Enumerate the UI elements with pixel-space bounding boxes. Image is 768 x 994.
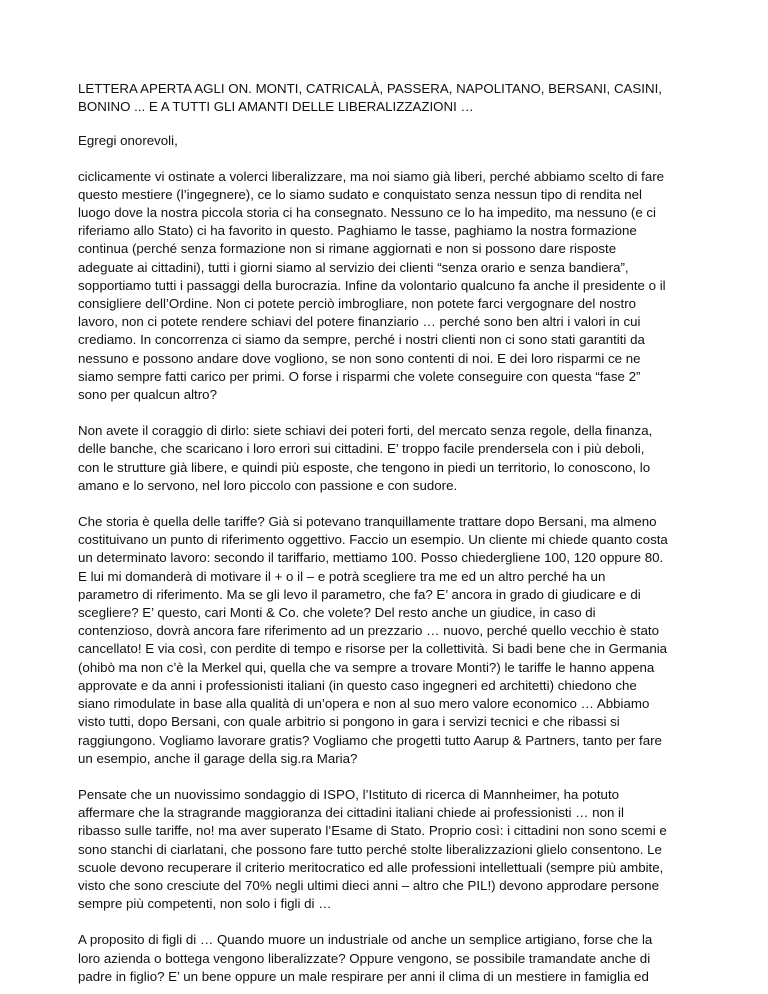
paragraph-2: Non avete il coraggio di dirlo: siete schiavi dei poteri forti, del mercato senza regole, della finanza, delle banche, che scaricano i loro errori sui cittadini. E’ troppo facile prendersela con i più deboli, con le strutture già libere, e quindi più esposte, che tengono in piedi un territorio, lo conoscono, lo amano e lo servono, nel loro piccolo con passione e con sudore.: [78, 423, 653, 493]
paragraph-1: ciclicamente vi ostinate a volerci liberalizzare, ma noi siamo già liberi, perché abbiamo scelto di fare questo mestiere (l’ingegnere), ce lo siamo sudato e conquistato senza nessun tipo di rendita nel luogo dove la nostra piccola storia ci ha consegnato. Nessuno ce lo ha impedito, ma nessuno (e ci riferiamo allo Stato) ci ha favorito in questo. Paghiamo le tasse, paghiamo la nostra formazione continua (perché senza formazione non si rimane aggiornati e non si possono dare risposte adeguate ai cittadini), tutti i giorni siamo al servizio dei clienti “senza orario e senza bandiera”, sopportiamo tutti i passaggi della burocrazia. Infine da volontario qualcuno fa anche il presidente o il consigliere dell’Ordine. Non ci potete perciò imbrogliare, non potete farci vergognare del nostro lavoro, non ci potete rendere schiavi del potere finanziario … perché sono ben altri i valori in cui crediamo. In concorrenza ci siamo da sempre, perché i nostri clienti non ci sono stati garantiti da nessuno e possono andare dove vogliono, se non sono contenti di noi. E dei loro risparmi ce ne siamo sempre fatti carico per primi. O forse i risparmi che volete conseguire con questa “fase 2” sono per qualcun altro?: [78, 168, 666, 403]
paragraph-5: A proposito di figli di … Quando muore un industriale od anche un semplice artigiano, forse che la loro azienda o bottega vengono liberalizzate? Oppure vengono, se possibile tramandate anche di padre in figlio? E’ un bene oppure un male respirare per anni il clima di un mestiere in famiglia ed: [78, 932, 653, 984]
paragraph-3: Che storia è quella delle tariffe? Già si potevano tranquillamente trattare dopo Bersani, ma almeno costituivano un punto di riferimento oggettivo. Faccio un esempio. Un cliente mi chiede quanto costa un determinato lavoro: secondo il tariffario, mettiamo 100. Posso chiedergliene 100, 120 oppure 80. E lui mi domanderà di motivare il + o il – e potrà scegliere tra me ed un altro perché ha un parametro di riferimento. Ma se gli levo il parametro, che fa? E’ ancora in grado di giudicare e di scegliere? E’ questo, cari Monti & Co. che volete? Del resto anche un giudice, in caso di contenzioso, dovrà ancora fare riferimento ad un prezzario … nuovo, perché quello vecchio è stato cancellato! E via così, con perdite di tempo e risorse per la collettività. Si badi bene che in Germania (ohibò ma non c’è la Merkel qui, quella che va sempre a trovare Monti?) le tariffe le hanno appena approvate e da anni i professionisti italiani (in questo caso ingegneri ed architetti) chiedono che siano rimodulate in base alla qualità di un’opera e non al suo mero valore economico … Abbiamo visto tutti, dopo Bersani, con quale arbitrio si pongono in gara i servizi tecnici e che ribassi si raggiungono. Vogliamo lavorare gratis? Vogliamo che progetti tutto Aarup & Partners, tanto per fare un esempio, anche il garage della sig.ra Maria?: [78, 514, 668, 766]
paragraph-4: Pensate che un nuovissimo sondaggio di ISPO, l’Istituto di ricerca di Mannheimer, ha potuto affermare che la stragrande maggioranza dei cittadini italiani chiede ai professionisti … non il ribasso sulle tariffe, no! ma aver superato l’Esame di Stato. Proprio così: i cittadini non sono scemi e sono stanchi di ciarlatani, che possono fare tutto perché stolte liberalizzazioni glielo consentono. Le scuole devono recuperare il criterio meritocratico ed alle professioni intellettuali (sempre più ambite, visto che sono cresciute del 70% negli ultimi dieci anni – altro che PIL!) devono approdare persone sempre più competenti, non solo i figli di …: [78, 786, 667, 912]
salutation: Egregi onorevoli,: [78, 133, 178, 149]
document-title: LETTERA APERTA AGLI ON. MONTI, CATRICALÀ, PASSERA, NAPOLITANO, BERSANI, CASINI, BONINO ... E A TUTTI GLI AMANTI DELLE LIBERALIZZAZIONI …: [78, 81, 662, 115]
